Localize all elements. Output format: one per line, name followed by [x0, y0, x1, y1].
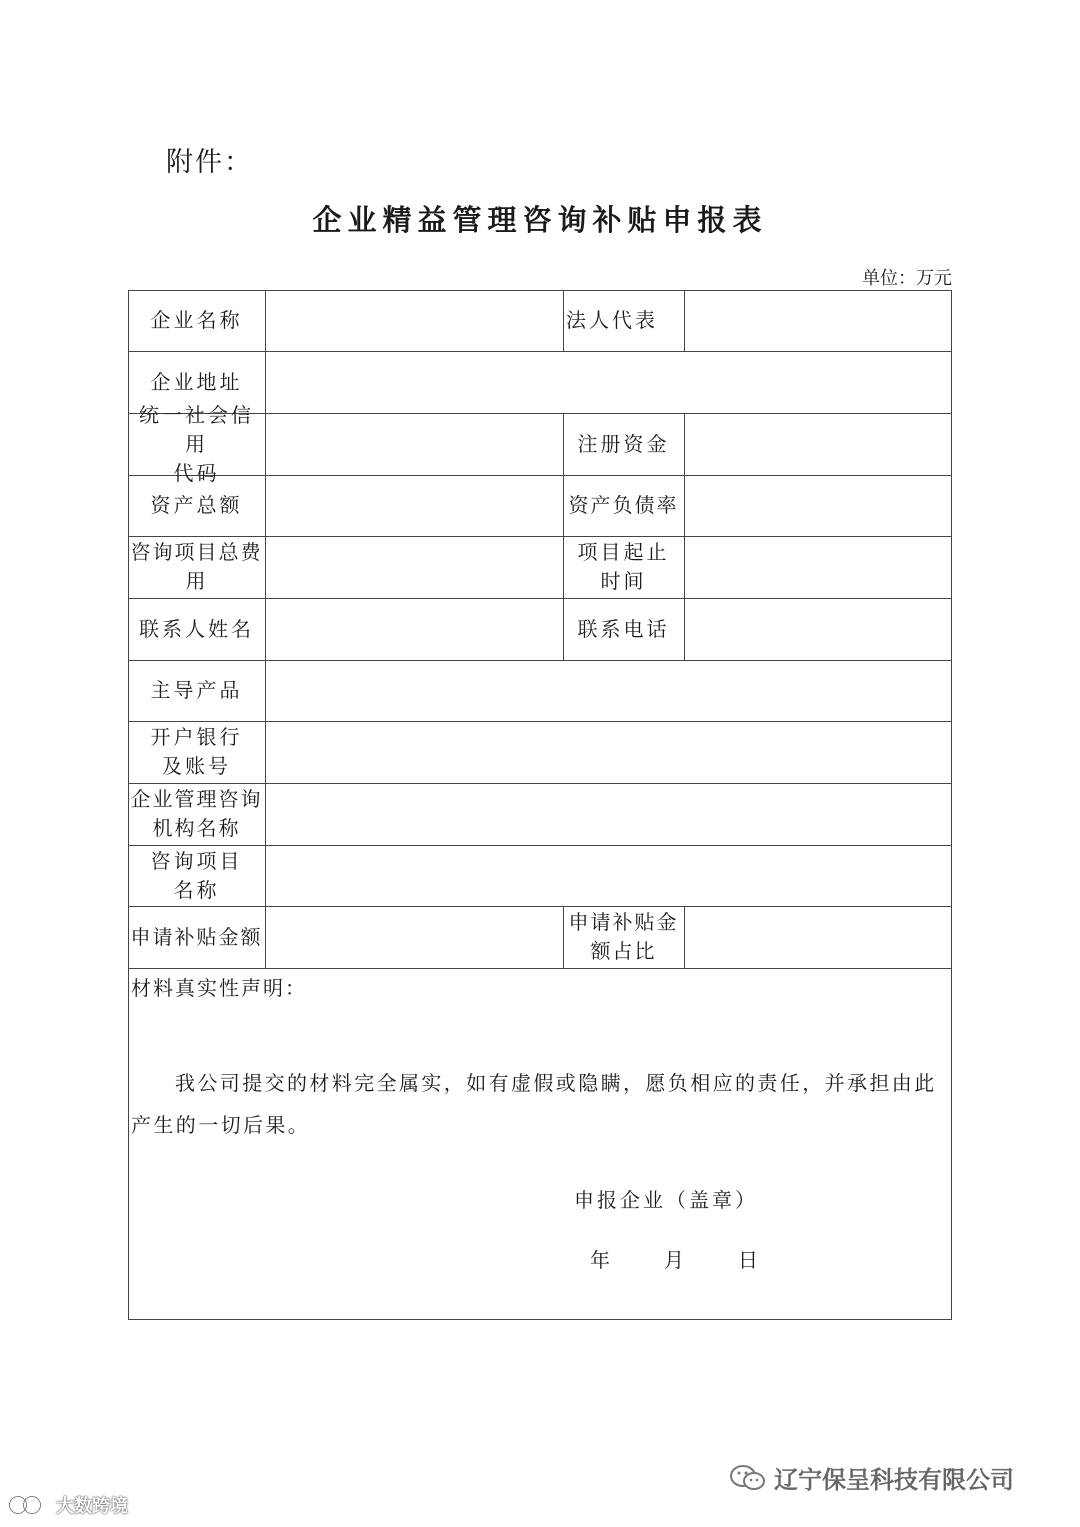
- credit-code-label: 统一社会信用 代码: [139, 402, 254, 485]
- registered-capital-label: 注册资金: [577, 431, 670, 456]
- day-label: 日: [738, 1248, 758, 1272]
- attachment-label: 附件：: [166, 147, 253, 178]
- declaration-text: 我公司提交的材料完全属实，如有虚假或隐瞒，愿负相应的责任，并承担由此产生的一切后果。: [131, 1071, 937, 1137]
- contact-phone-label: 联系电话: [577, 616, 670, 641]
- platform-watermark: 大数跨境: [8, 1492, 128, 1518]
- platform-logo-icon: [8, 1494, 52, 1516]
- year-label: 年: [590, 1248, 610, 1272]
- month-label: 月: [664, 1248, 684, 1272]
- application-form: [128, 290, 952, 1320]
- total-assets-label: 资产总额: [150, 493, 243, 517]
- bank-account-label: 开户银行 及账号: [150, 725, 243, 778]
- form-title: 企业精益管理咨询补贴申报表: [312, 203, 768, 237]
- debt-ratio-label: 资产负债率: [568, 493, 679, 517]
- subsidy-amount-label: 申请补贴金额: [130, 924, 263, 949]
- consulting-org-label: 企业管理咨询 机构名称: [130, 787, 263, 840]
- subsidy-ratio-label: 申请补贴金 额占比: [568, 910, 679, 963]
- date-line: [590, 1244, 758, 1273]
- declaration-heading: 材料真实性声明：: [131, 976, 307, 1000]
- project-name-label: 咨询项目 名称: [150, 848, 243, 902]
- wechat-watermark: 辽宁保呈科技有限公司: [728, 1460, 1014, 1495]
- company-address-label: 企业地址: [150, 369, 243, 394]
- legal-rep-label: 法人代表: [566, 308, 658, 332]
- company-name-label: 企业名称: [150, 308, 243, 332]
- project-period-label: 项目起止 时间: [577, 540, 670, 593]
- contact-name-label: 联系人姓名: [139, 616, 254, 641]
- project-cost-label: 咨询项目总费 用: [130, 540, 263, 593]
- declaration-section: [128, 968, 952, 1319]
- main-products-label: 主导产品: [150, 678, 243, 702]
- applicant-seal-label: 申报企业（盖章）: [574, 1188, 758, 1212]
- wechat-icon: [728, 1463, 768, 1493]
- unit-label: 单位：万元: [862, 268, 952, 289]
